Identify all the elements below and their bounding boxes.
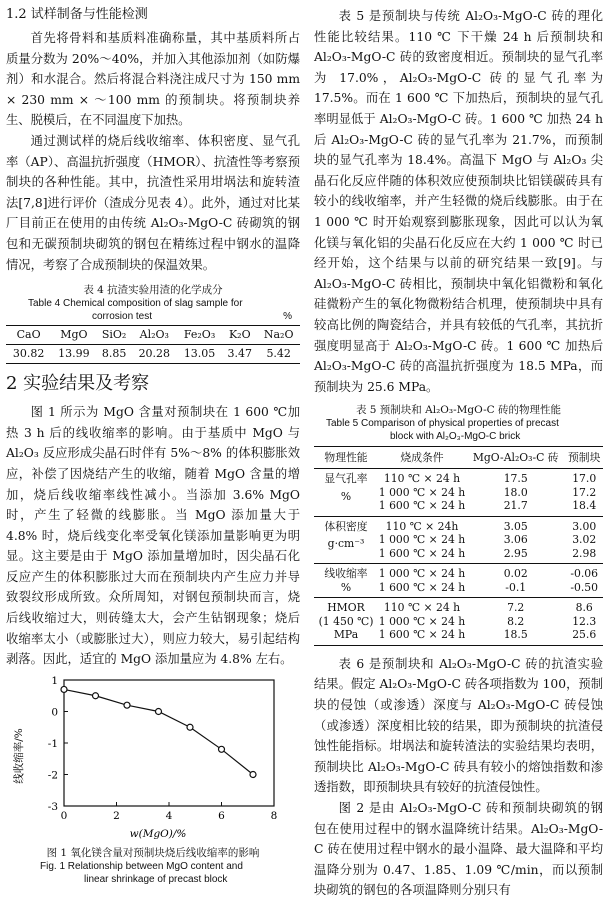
table5-cond: 1 600 ℃ × 24 h bbox=[378, 546, 466, 560]
table5-prop-cell bbox=[314, 469, 378, 517]
table4-header-cell: MgO bbox=[60, 328, 88, 342]
table5-value: 8.6 bbox=[575, 601, 593, 615]
table4-caption-en bbox=[28, 297, 300, 323]
table5 bbox=[314, 446, 603, 646]
table5-cond-cell bbox=[378, 516, 466, 564]
paragraph-slag-resistance: 表 6 是预制块和 Al₂O₃-MgO-C 砖的抗渣实验结果。假定 Al₂O₃-MgO-C 砖各项指数为 100，预制块的侵蚀（或渗透）深度与 Al₂O₃-MgO-C 砖侵蚀（或渗透）深度相比较的结果，即为预制块的抗渣侵蚀性能指标。坩埚法和旋转渣法的实验结果均表明，预制块比 Al₂O₃-MgO-C 砖具有较小的熔蚀指数和渗透指数，即预制块具有较好的抗渣侵蚀性。 bbox=[314, 656, 603, 795]
figure1-xtick-label: 0 bbox=[60, 809, 68, 822]
figure1-axes bbox=[48, 675, 278, 822]
paragraph-testing-methods: 通过测试样的烧后线收缩率、体积密度、显气孔率（AP）、高温抗折强度（HMOR）、抗渣性等考察预制块的各种性能。其中，抗渣性采用坩埚法和旋转渣法[7,8]进行评价（渣成分见表 4）。此外，通过对比某厂目前正在使用的由传统 Al₂O₃-MgO-C 砖砌筑的钢包和无碳预制块砌筑的钢包在精练过程中钢水的温降情况，考察了合成预制块的保温效果。 bbox=[6, 133, 300, 272]
table5-cond: 1 600 ℃ × 24 h bbox=[378, 580, 466, 594]
table4-header-cell: Al₂O₃ bbox=[139, 328, 169, 342]
table5-brick-cell bbox=[466, 469, 565, 517]
table5-group-density bbox=[314, 516, 603, 564]
table5-caption-en-line1: Table 5 Comparison of physical properties of precast bbox=[326, 418, 559, 430]
figure1-ytick-label: 0 bbox=[51, 706, 58, 719]
figure1-ylabel: 线收缩率/% bbox=[13, 728, 25, 784]
table5-prop-temp: (1 450 ℃) bbox=[318, 614, 374, 628]
table4-value-cell: 3.47 bbox=[227, 347, 253, 361]
table5-header-cell: 预制块 bbox=[565, 447, 603, 469]
table5-cond: 1 600 ℃ × 24 h bbox=[378, 628, 466, 642]
table5-header-row bbox=[314, 447, 603, 469]
table5-group-porosity bbox=[314, 469, 603, 517]
table5-value: 18.5 bbox=[503, 628, 528, 642]
table4-value-cell: 13.99 bbox=[58, 347, 90, 361]
table5-cond-cell bbox=[378, 469, 466, 517]
table5-value: 17.5 bbox=[503, 472, 528, 486]
table5-value: 21.7 bbox=[503, 499, 528, 513]
table5-block-cell bbox=[565, 564, 603, 598]
figure1-xlabel: w(MgO)/% bbox=[129, 827, 187, 840]
table5-prop-unit: % bbox=[340, 489, 352, 503]
table4 bbox=[6, 326, 300, 364]
table5-brick-cell bbox=[466, 564, 565, 598]
table5-prop-cell bbox=[314, 564, 378, 598]
figure1-caption-en-line1: Fig. 1 Relationship between MgO content and bbox=[40, 860, 243, 872]
table5-value: 3.06 bbox=[503, 533, 528, 547]
table5-cond: 1 000 ℃ × 24 h bbox=[378, 567, 466, 581]
figure1-caption-en-line2: linear shrinkage of precast block bbox=[84, 873, 228, 885]
table4-header-cell: Na₂O bbox=[263, 328, 294, 342]
table5-group-hmor bbox=[314, 598, 603, 646]
table5-prop-cell bbox=[314, 598, 378, 646]
table5-cond: 1 000 ℃ × 24 h bbox=[378, 485, 466, 499]
table5-value: 17.0 bbox=[572, 472, 597, 486]
table5-cond-cell bbox=[378, 598, 466, 646]
table5-cond: 110 ℃ × 24h bbox=[385, 519, 459, 533]
table5-cond: 110 ℃ × 24 h bbox=[383, 472, 461, 486]
table5-caption-cn: 表 5 预制块和 Al₂O₃-MgO-C 砖的物理性能 bbox=[355, 404, 562, 417]
table5-block-cell bbox=[565, 598, 603, 646]
figure1-data-point bbox=[187, 724, 193, 730]
figure1 bbox=[6, 674, 300, 846]
table5-value: 8.2 bbox=[507, 614, 525, 628]
table5-cond-cell bbox=[378, 564, 466, 598]
table4-value-cell: 8.85 bbox=[101, 347, 127, 361]
table5-value: 3.00 bbox=[572, 519, 597, 533]
table5-block-cell bbox=[565, 469, 603, 517]
figure1-ytick-label: -3 bbox=[47, 800, 58, 813]
table5-caption-en bbox=[326, 417, 603, 443]
table4-header-cell: SiO₂ bbox=[101, 328, 127, 342]
table5-value: 3.02 bbox=[572, 533, 597, 547]
table4-value-row bbox=[6, 345, 300, 364]
table5-value: 7.2 bbox=[507, 601, 525, 615]
table5-prop-name: 体积密度 bbox=[324, 519, 368, 533]
table5-prop-unit: % bbox=[340, 580, 352, 594]
table5-value: 25.6 bbox=[572, 628, 597, 642]
table4-caption-en-line1: Table 4 Chemical composition of slag sample for bbox=[28, 298, 243, 310]
table5-prop-cell bbox=[314, 516, 378, 564]
left-column bbox=[6, 6, 300, 886]
table4-header-cell: CaO bbox=[16, 328, 41, 342]
paragraph-table5-discussion: 表 5 是预制块与传统 Al₂O₃-MgO-C 砖的理化性能比较结果。110 ℃ 下干燥 24 h 后预制块和 Al₂O₃-MgO-C 砖的致密度相近。预制块的显气孔率为 17.0%，Al₂O₃-MgO-C 砖的显气孔率为 17.5%。而在 1 600 ℃ 下加热后，预制块的显气孔率明显低于 Al₂O₃-MgO-C 砖。1 600 ℃ 加热 24 h 后 Al₂O₃-MgO-C 砖的显气孔率为 21.7%，而预制块的显气孔率为 18.4%。高温下 MgO 与 Al₂O₃ 尖晶石化反应伴随的体积效应使预制块比铝镁碳砖具有较小的线收缩率，并产生轻微的烧后线膨胀。由于在 1 000 ℃ 时开始观察到膨胀现象，因此可以认为氧化镁与氧化铝的尖晶石化反应在大约 1 000 ℃ 时已经开始，这个结果与以前的研究结果一致[9]。与 Al₂O₃-MgO-C 砖相比，预制块中氧化铝微粉和氧化硅微粉产生的氧化物微粉结合机理，使预制块中具有较高比例的陶瓷结合，并具有较低的气孔率，其抗折强度明显高于 Al₂O₃-MgO-C 砖。1 600 ℃ 加热后 Al₂O₃-MgO-C 砖的高温抗折强度为 18.5 MPa，而预制块为 25.6 MPa。 bbox=[314, 9, 603, 394]
table4-header-row bbox=[6, 326, 300, 345]
table5-prop-name: 线收缩率 bbox=[324, 567, 368, 581]
table4-caption-en-line2 bbox=[92, 310, 300, 323]
table5-brick-cell bbox=[466, 598, 565, 646]
table4-caption-en-line2-text: corrosion test bbox=[92, 311, 153, 323]
figure1-caption-cn: 图 1 氧化镁含量对预制块烧后线收缩率的影响 bbox=[46, 846, 260, 859]
table4-unit: % bbox=[283, 311, 292, 323]
figure1-chart bbox=[6, 674, 300, 842]
table5-block-cell bbox=[565, 516, 603, 564]
table4-value-cell: 13.05 bbox=[183, 347, 216, 361]
table5-value: 12.3 bbox=[572, 614, 597, 628]
table4-value-cell: 5.42 bbox=[266, 347, 291, 361]
figure1-caption-en bbox=[40, 860, 300, 886]
table5-brick-cell bbox=[466, 516, 565, 564]
table4-caption-cn: 表 4 抗渣实验用渣的化学成分 bbox=[83, 284, 223, 297]
table5-header-cell: 物理性能 bbox=[314, 447, 378, 469]
table4-value-cell: 30.82 bbox=[12, 347, 45, 361]
table5-value: -0.1 bbox=[505, 580, 527, 594]
table5-value: 18.4 bbox=[572, 499, 597, 513]
paragraph-mgo-effect: 图 1 所示为 MgO 含量对预制块在 1 600 ℃加热 3 h 后的线收缩率的影响。由于基质中 MgO 与 Al₂O₃ 反应形成尖晶石时伴有 5%～8% 的体积膨胀效应，补偿了因烧结产生的收缩，随着 MgO 含量的增加，烧后线收缩率线性减小。当添加 3.6% MgO 时，产生了轻微的线膨胀。当 MgO 添加量大于 4.8% 时，烧后线变化率受氧化镁添加量影响更为明显。这主要是由于 MgO 添加量增加时，因尖晶石化反应产生的体积膨胀过大而在预制块内产生应力并导致裂纹形成所致。众所周知，对钢包预制块而言，烧后线收缩过大，则砖缝太大，会产生钻钢现象；烧后收缩率太小（或膨胀过大），则应力较大，易引起结构剥落。因此，适宜的 MgO 添加量应为 4.8% 左右。 bbox=[6, 405, 300, 667]
figure1-series-line bbox=[64, 689, 253, 774]
table5-header-cell: MgO-Al₂O₃-C 砖 bbox=[466, 447, 565, 469]
figure1-data-point bbox=[93, 693, 99, 699]
table5-header-cell: 烧成条件 bbox=[378, 447, 466, 469]
table5-cond: 1 000 ℃ × 24 h bbox=[378, 614, 466, 628]
figure1-data-point bbox=[61, 686, 67, 692]
table5-value: 18.0 bbox=[503, 485, 528, 499]
section-1-2-heading: 1.2 试样制备与性能检测 bbox=[6, 7, 148, 22]
table5-prop-name: HMOR bbox=[327, 601, 365, 615]
table5-prop-name: 显气孔率 bbox=[324, 472, 368, 486]
figure1-ytick-label: -2 bbox=[47, 769, 58, 782]
figure1-ytick-label: 1 bbox=[51, 674, 58, 687]
table5-cond: 110 ℃ × 24 h bbox=[383, 601, 461, 615]
right-column bbox=[314, 6, 603, 901]
table5-cond: 1 600 ℃ × 24 h bbox=[378, 499, 466, 513]
section-2-heading: 2 实验结果及考察 bbox=[6, 373, 150, 395]
figure1-marks bbox=[61, 686, 256, 777]
table5-cond: 1 000 ℃ × 24 h bbox=[378, 533, 466, 547]
table5-value: 3.05 bbox=[503, 519, 528, 533]
table5-value: -0.50 bbox=[570, 580, 599, 594]
figure1-xtick-label: 6 bbox=[218, 809, 225, 822]
paragraph-temperature-drop: 图 2 是由 Al₂O₃-MgO-C 砖和预制块砌筑的钢包在使用过程中的钢水温降统计结果。Al₂O₃-MgO-C 砖在使用过程中钢水的最小温降、最大温降和平均温降分别为 0.47、1.85、1.09 ℃/min，而以预制块砌筑的钢包的各项温降则分别只有 bbox=[314, 800, 603, 898]
figure1-data-point bbox=[250, 771, 256, 777]
table5-group-shrinkage bbox=[314, 564, 603, 598]
table5-prop-unit: g·cm⁻³ bbox=[327, 537, 365, 551]
table5-value: 0.02 bbox=[503, 567, 528, 581]
table4-header-cell: K₂O bbox=[228, 328, 251, 342]
table4-header-cell: Fe₂O₃ bbox=[183, 328, 216, 342]
figure1-data-point bbox=[219, 746, 225, 752]
figure1-xtick-label: 4 bbox=[165, 809, 173, 822]
table4-value-cell: 20.28 bbox=[138, 347, 171, 361]
figure1-xtick-label: 2 bbox=[113, 809, 120, 822]
figure1-data-point bbox=[156, 708, 162, 714]
table5-value: 2.95 bbox=[503, 546, 528, 560]
paragraph-sample-prep: 首先将骨料和基质料准确称量，其中基质料所占质量分数为 20%～40%，并加入其他添加剂（如防爆剂）和水混合。然后将混合料浇注成尺寸为 150 mm × 230 mm × ～100 mm 的预制块。将预制块养生、脱模后，在不同温度下加热。 bbox=[6, 31, 300, 128]
table5-prop-unit: MPa bbox=[333, 628, 359, 642]
table5-value: 2.98 bbox=[572, 546, 597, 560]
table5-value: -0.06 bbox=[570, 567, 599, 581]
figure1-data-point bbox=[124, 702, 130, 708]
figure1-xtick-label: 8 bbox=[270, 809, 278, 822]
table5-caption-en-line2: block with Al₂O₃-MgO-C brick bbox=[390, 431, 521, 443]
figure1-ytick-label: -1 bbox=[47, 737, 58, 750]
table5-value: 17.2 bbox=[572, 485, 597, 499]
